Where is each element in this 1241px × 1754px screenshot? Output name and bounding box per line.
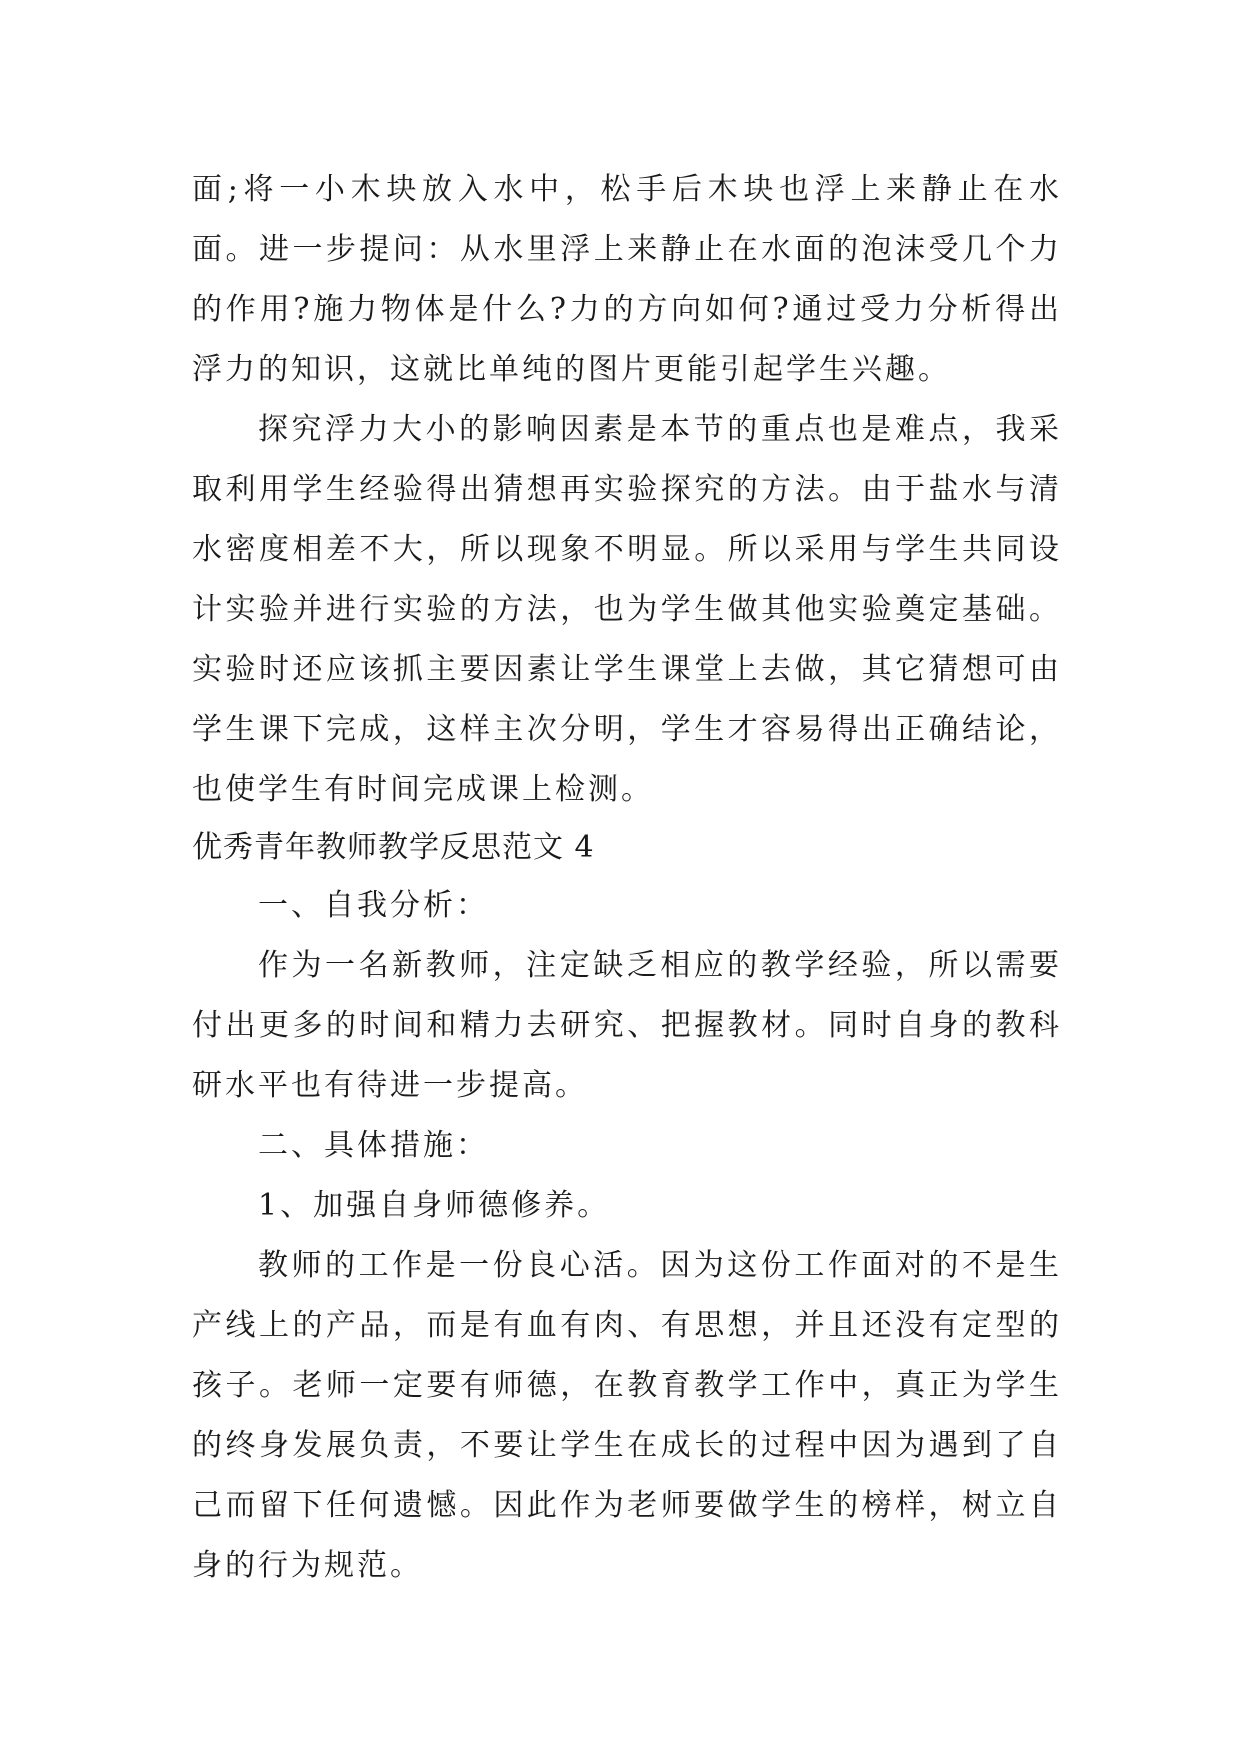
- document-body: [192, 160, 1062, 1596]
- paragraph-self-analysis: 作为一名新教师，注定缺乏相应的教学经验，所以需要付出更多的时间和精力去研究、把握教材。同时自身的教科研水平也有待进一步提高。: [192, 948, 1062, 1103]
- paragraph-buoyancy-factors: 探究浮力大小的影响因素是本节的重点也是难点，我采取利用学生经验得出猜想再实验探究的方法。由于盐水与清水密度相差不大，所以现象不明显。所以采用与学生共同设计实验并进行实验的方法，也为学生做其他实验奠定基础。实验时还应该抓主要因素让学生课堂上去做，其它猜想可由学生课下完成，这样主次分明，学生才容易得出正确结论，也使学生有时间完成课上检测。: [192, 412, 1062, 807]
- list-item-ethics: 1、加强自身师德修养。: [258, 1188, 611, 1223]
- paragraph-continuation: 面;将一小木块放入水中，松手后木块也浮上来静止在水面。进一步提问：从水里浮上来静止在水面的泡沫受几个力的作用?施力物体是什么?力的方向如何?通过受力分析得出浮力的知识，这就比单纯的图片更能引起学生兴趣。: [192, 172, 1062, 387]
- subheading-measures: 二、具体措施：: [258, 1128, 489, 1163]
- subheading-self-analysis: 一、自我分析：: [258, 888, 489, 923]
- paragraph-ethics: 教师的工作是一份良心活。因为这份工作面对的不是生产线上的产品，而是有血有肉、有思想，并且还没有定型的孩子。老师一定要有师德，在教育教学工作中，真正为学生的终身发展负责，不要让学生在成长的过程中因为遇到了自己而留下任何遗憾。因此作为老师要做学生的榜样，树立自身的行为规范。: [192, 1248, 1062, 1583]
- section-title: 优秀青年教师教学反思范文 4: [192, 830, 595, 865]
